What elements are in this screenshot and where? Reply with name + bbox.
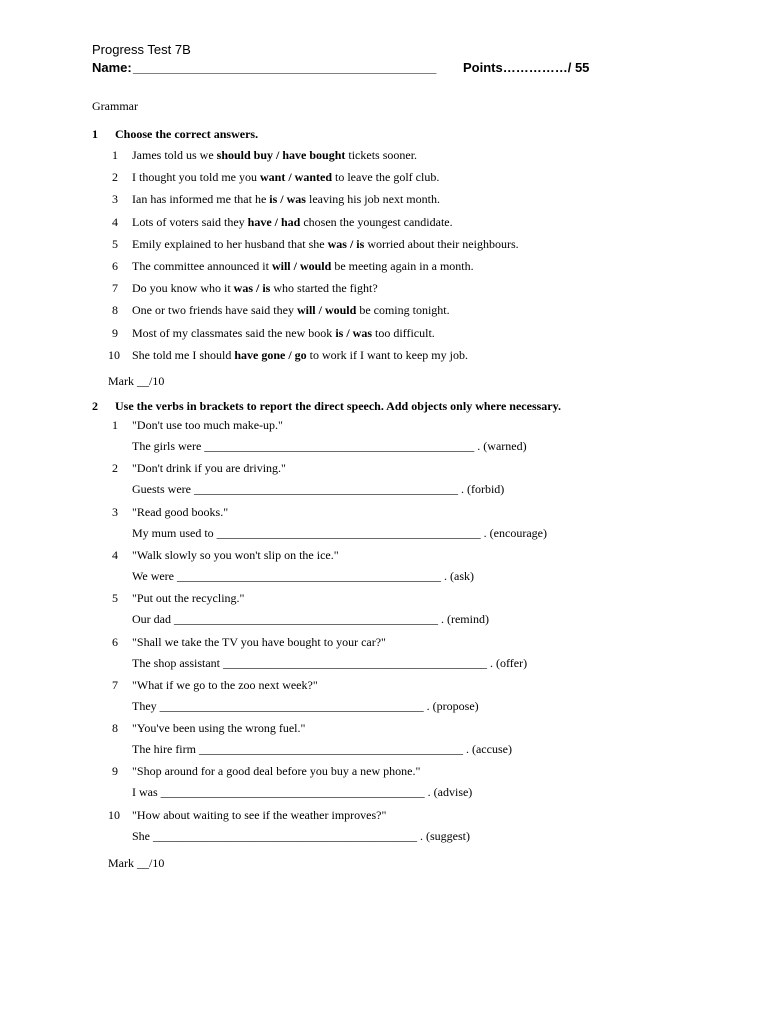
reported-speech-answer-line[interactable]: She ____________________________________________ . (suggest) (132, 828, 470, 843)
exercise-2-number: 2 (92, 399, 98, 413)
reported-speech-answer-line[interactable]: The shop assistant ____________________________________________ . (offer) (132, 655, 528, 670)
reported-speech-answer-line[interactable]: Our dad ____________________________________________ . (remind) (132, 612, 489, 627)
item-number: 1 (112, 148, 118, 162)
item-number: 9 (112, 764, 118, 779)
answer-options[interactable]: will / would (271, 259, 332, 273)
answer-options[interactable]: have gone / go (234, 347, 307, 362)
reported-speech-answer-line[interactable]: My mum used to ____________________________________________ . (encourage) (132, 525, 547, 540)
item-number: 2 (112, 170, 118, 185)
sentence-start: Ian has informed me that he (132, 192, 270, 207)
section-label: Grammar (92, 99, 138, 113)
sentence-end: worried about their neighbours. (364, 236, 519, 251)
item-number: 6 (112, 634, 118, 649)
item-number: 1 (112, 418, 118, 432)
item-number: 8 (112, 721, 118, 736)
item-number: 3 (112, 192, 118, 207)
reported-speech-answer-line[interactable]: The girls were _____________________________________________ . (warned) (132, 439, 527, 453)
item-sentence (132, 257, 474, 275)
sentence-start: I thought you told me you (132, 170, 260, 185)
sentence-end: too difficult. (372, 325, 435, 340)
test-title: Progress Test 7B (92, 42, 191, 57)
sentence-end: be meeting again in a month. (331, 259, 474, 273)
direct-speech-quote: "What if we go to the zoo next week?" (132, 677, 318, 692)
direct-speech-quote: "Read good books." (132, 504, 229, 519)
item-number: 10 (108, 347, 120, 362)
exercise-2-mark: Mark __/10 (108, 856, 165, 870)
sentence-start: She told me I should (132, 347, 235, 362)
direct-speech-quote: "How about waiting to see if the weather improves?" (132, 807, 387, 822)
item-sentence (132, 190, 440, 208)
answer-options[interactable]: is / was (335, 325, 372, 340)
item-number: 10 (108, 807, 120, 822)
item-number: 8 (112, 303, 118, 318)
direct-speech-quote: "Put out the recycling." (132, 591, 245, 606)
item-number: 2 (112, 461, 118, 476)
sentence-start: The committee announced it (132, 259, 272, 273)
item-sentence (132, 168, 439, 186)
answer-options[interactable]: will / would (296, 303, 357, 318)
name-line: _____________________________________________ (133, 60, 436, 75)
item-sentence (132, 213, 453, 231)
item-number: 3 (112, 504, 118, 519)
sentence-end: to work if I want to keep my job. (306, 347, 468, 362)
direct-speech-quote: "Walk slowly so you won't slip on the ice." (132, 547, 339, 562)
item-number: 6 (112, 259, 118, 273)
answer-options[interactable]: should buy / have bought (216, 148, 346, 162)
item-number: 4 (112, 547, 118, 562)
direct-speech-quote: "Shall we take the TV you have bought to your car?" (132, 634, 386, 649)
item-sentence (132, 324, 435, 342)
sentence-start: Most of my classmates said the new book (132, 325, 336, 340)
item-number: 7 (112, 677, 118, 692)
direct-speech-quote: "Don't drink if you are driving." (132, 461, 286, 476)
item-number: 7 (112, 281, 118, 296)
direct-speech-quote: "Don't use too much make-up." (132, 418, 283, 432)
sentence-end: to leave the golf club. (332, 170, 440, 185)
reported-speech-answer-line[interactable]: Guests were ____________________________________________ . (forbid) (132, 482, 505, 497)
item-number: 4 (112, 214, 118, 229)
reported-speech-answer-line[interactable]: I was ____________________________________________ . (advise) (132, 785, 473, 800)
sentence-start: James told us we (132, 148, 217, 162)
exercise-1-mark: Mark __/10 (108, 374, 165, 388)
sentence-start: Emily explained to her husband that she (132, 236, 328, 251)
answer-options[interactable]: is / was (269, 192, 306, 207)
reported-speech-answer-line[interactable]: They ____________________________________________ . (propose) (132, 698, 479, 713)
item-sentence (132, 146, 417, 164)
sentence-start: Do you know who it (132, 281, 234, 296)
answer-options[interactable]: was / is (233, 281, 271, 296)
points-label: Points……………/ 55 (463, 60, 590, 75)
answer-options[interactable]: want / wanted (260, 170, 333, 185)
item-number: 9 (112, 325, 118, 340)
item-number: 5 (112, 591, 118, 606)
reported-speech-answer-line[interactable]: The hire firm ____________________________________________ . (accuse) (132, 742, 512, 757)
exercise-1-instruction: Choose the correct answers. (115, 127, 259, 141)
sentence-start: One or two friends have said they (132, 303, 297, 318)
sentence-end: who started the fight? (270, 281, 378, 296)
item-sentence (132, 279, 378, 297)
item-sentence (132, 235, 519, 253)
sentence-end: be coming tonight. (356, 303, 450, 318)
item-sentence (132, 346, 468, 364)
sentence-end: leaving his job next month. (305, 192, 440, 207)
direct-speech-quote: "You've been using the wrong fuel." (132, 721, 306, 736)
exercise-1-number: 1 (92, 127, 98, 141)
name-label: Name: (92, 60, 132, 75)
sentence-start: Lots of voters said they (132, 214, 248, 229)
answer-options[interactable]: have / had (247, 214, 301, 229)
sentence-end: tickets sooner. (345, 148, 418, 162)
direct-speech-quote: "Shop around for a good deal before you buy a new phone." (132, 764, 421, 779)
exercise-2-instruction: Use the verbs in brackets to report the direct speech. Add objects only where necessary. (115, 399, 561, 413)
answer-options[interactable]: was / is (327, 236, 365, 251)
item-number: 5 (112, 236, 118, 251)
sentence-end: chosen the youngest candidate. (300, 214, 453, 229)
reported-speech-answer-line[interactable]: We were ____________________________________________ . (ask) (132, 568, 474, 583)
item-sentence (132, 301, 450, 319)
